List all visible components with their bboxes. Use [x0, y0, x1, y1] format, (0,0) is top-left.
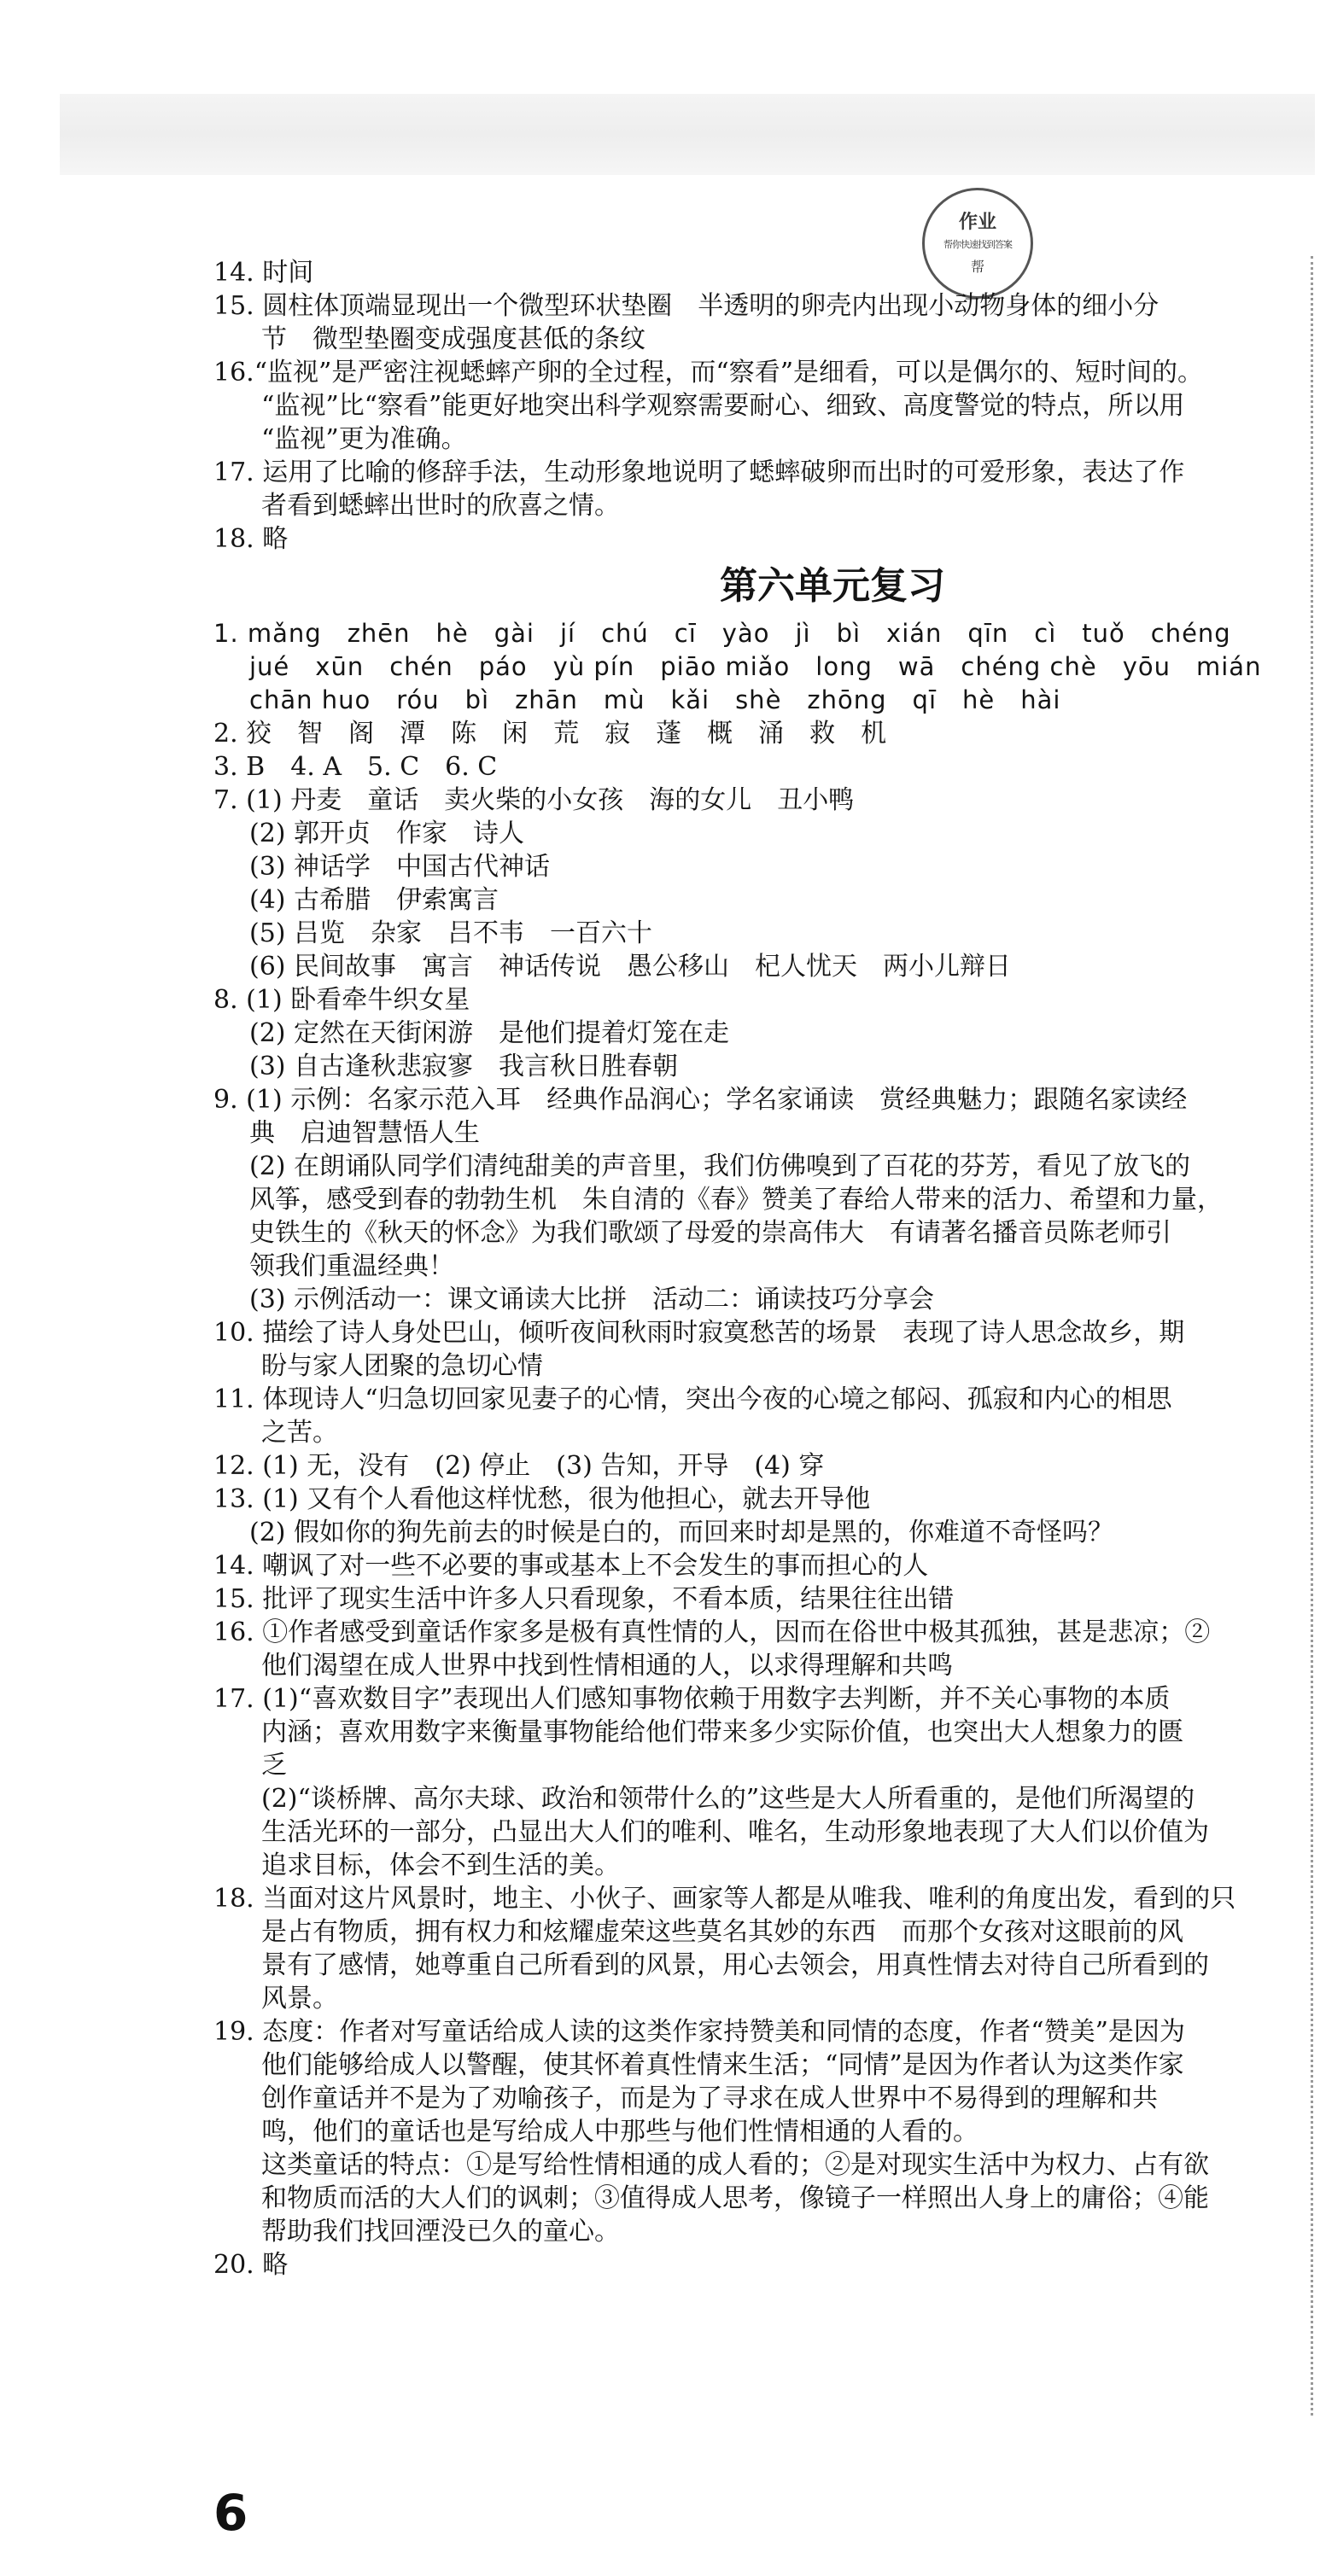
answer-line: 9. (1) 示例：名家示范入耳 经典作品润心；学名家诵读 赏经典魅力；跟随名家读经	[213, 1085, 1188, 1115]
answer-line: 盼与家人团聚的急切心情	[261, 1351, 543, 1381]
answer-line: 创作童话并不是为了劝喻孩子，而是为了寻求在成人世界中不易得到的理解和共	[261, 2084, 1158, 2113]
answer-line: 和物质而活的大人们的讽刺；③值得成人思考，像镜子一样照出人身上的庸俗；④能	[261, 2183, 1209, 2213]
stamp-line-2: 帮你快速找到答案	[943, 239, 1012, 250]
answer-line: 14. 时间	[213, 258, 314, 288]
cut-line	[1311, 256, 1313, 2416]
answer-line: 典 启迪智慧悟人生	[249, 1118, 480, 1148]
page-title: 第六单元复习	[720, 564, 945, 608]
answer-line: 7. (1) 丹麦 童话 卖火柴的小女孩 海的女儿 丑小鸭	[213, 785, 855, 815]
answer-line: (2)“谈桥牌、高尔夫球、政治和领带什么的”这些是大人所看重的，是他们所渴望的	[261, 1784, 1195, 1814]
answer-line: 生活光环的一部分，凸显出大人们的唯利、唯名，生动形象地表现了大人们以价值为	[261, 1817, 1209, 1847]
answer-line: (4) 古希腊 伊索寓言	[249, 885, 499, 915]
answer-line: (2) 在朗诵队同学们清纯甜美的声音里，我们仿佛嗅到了百花的芬芳，看见了放飞的	[249, 1151, 1191, 1181]
stamp-line-1: 作业	[958, 212, 996, 233]
answer-line: 帮助我们找回湮没已久的童心。	[261, 2217, 620, 2247]
answer-line: 14. 嘲讽了对一些不必要的事或基本上不会发生的事而担心的人	[213, 1551, 929, 1581]
answer-line: 18. 略	[213, 524, 289, 554]
stamp-line-3: 帮	[970, 259, 984, 275]
answer-line: (2) 假如你的狗先前去的时候是白的，而回来时却是黑的，你难道不奇怪吗？	[249, 1518, 1114, 1547]
answer-line: 12. (1) 无，没有 (2) 停止 (3) 告知，开导 (4) 穿	[213, 1451, 825, 1481]
answer-line: (2) 定然在天街闲游 是他们提着灯笼在走	[249, 1018, 730, 1048]
answer-line: 2. 狡 智 阁 潭 陈 闲 荒 寂 蓬 概 涌 救 机	[213, 719, 887, 749]
answer-line: 他们能够给成人以警醒，使其怀着真性情来生活；“同情”是因为作者认为这类作家	[261, 2050, 1184, 2080]
answer-line: “监视”比“察看”能更好地突出科学观察需要耐心、细致、高度警觉的特点，所以用	[261, 391, 1185, 421]
answer-line: 16.“监视”是严密注视蟋蟀产卵的全过程，而“察看”是细看，可以是偶尔的、短时间的。	[213, 358, 1204, 388]
answer-line: 17. (1)“喜欢数目字”表现出人们感知事物依赖于用数字去判断，并不关心事物的本质	[213, 1684, 1171, 1714]
answer-line: 18. 当面对这片风景时，地主、小伙子、画家等人都是从唯我、唯利的角度出发，看到的只	[213, 1884, 1236, 1914]
answer-line: (3) 自古逢秋悲寂寥 我言秋日胜春朝	[249, 1052, 679, 1081]
answer-line: 15. 圆柱体顶端显现出一个微型环状垫圈 半透明的卵壳内出现小动物身体的细小分	[213, 291, 1160, 321]
answer-line: 景有了感情，她尊重自己所看到的风景，用心去领会，用真性情去对待自己所看到的	[261, 1950, 1209, 1980]
answer-line: 者看到蟋蟀出世时的欣喜之情。	[261, 491, 620, 521]
answer-line: 16. ①作者感受到童话作家多是极有真性情的人，因而在俗世中极其孤独，甚是悲凉；②	[213, 1617, 1211, 1647]
answer-line: 10. 描绘了诗人身处巴山，倾听夜间秋雨时寂寞愁苦的场景 表现了诗人思念故乡，期	[213, 1318, 1185, 1348]
answer-line: 内涵；喜欢用数字来衡量事物能给他们带来多少实际价值，也突出大人想象力的匮	[261, 1717, 1183, 1747]
answer-content	[213, 256, 1289, 2282]
pinyin-line: jué xūn chén páo yù pín piāo miǎo long wā chéng chè yōu mián	[249, 652, 1262, 681]
page-number: 6	[213, 2484, 248, 2542]
answer-line: 15. 批评了现实生活中许多人只看现象，不看本质，结果往往出错	[213, 1584, 955, 1614]
answer-line: 追求目标，体会不到生活的美。	[261, 1850, 620, 1880]
answer-line: 19. 态度：作者对写童话给成人读的这类作家持赞美和同情的态度，作者“赞美”是因为	[213, 2017, 1185, 2047]
answer-line: 他们渴望在成人世界中找到性情相通的人，以求得理解和共鸣	[261, 1651, 953, 1681]
answer-line: 风筝，感受到春的勃勃生机 朱自清的《春》赞美了春给人带来的活力、希望和力量，	[249, 1185, 1223, 1215]
pinyin-line: 1. mǎng zhēn hè gài jí chú cī yào jì bì xián qīn cì tuǒ chéng	[213, 619, 1231, 648]
answer-line: “监视”更为准确。	[261, 424, 467, 454]
answer-line: 鸣，他们的童话也是写给成人中那些与他们性情相通的人看的。	[261, 2117, 978, 2147]
answer-line: 20. 略	[213, 2250, 289, 2280]
pinyin-answers	[213, 617, 1289, 717]
answer-line: 节 微型垫圈变成强度甚低的条纹	[261, 324, 645, 354]
answer-line: 乏	[261, 1751, 287, 1780]
answer-line: 13. (1) 又有个人看他这样忧愁，很为他担心，就去开导他	[213, 1484, 871, 1514]
answer-line: 风景。	[261, 1984, 338, 2014]
prev-unit-answers	[213, 256, 1289, 556]
answer-line: 之苦。	[261, 1418, 338, 1448]
answer-line: (6) 民间故事 寓言 神话传说 愚公移山 杞人忧天 两小儿辩日	[249, 952, 1012, 982]
answer-line: (3) 示例活动一：课文诵读大比拼 活动二：诵读技巧分享会	[249, 1285, 935, 1314]
answer-line: 史铁生的《秋天的怀念》为我们歌颂了母爱的崇高伟大 有请著名播音员陈老师引	[249, 1218, 1171, 1248]
answer-line: 3. B 4. A 5. C 6. C	[213, 752, 498, 782]
answer-line: 8. (1) 卧看牵牛织女星	[213, 985, 470, 1015]
answer-line: 11. 体现诗人“归急切回家见妻子的心情，突出今夜的心境之郁闷、孤寂和内心的相思	[213, 1384, 1172, 1414]
pinyin-line: chān huo róu bì zhān mù kǎi shè zhōng qī hè hài	[249, 685, 1061, 714]
answer-line: 是占有物质，拥有权力和炫耀虚荣这些莫名其妙的东西 而那个女孩对这眼前的风	[261, 1917, 1183, 1947]
answer-line: (2) 郭开贞 作家 诗人	[249, 819, 525, 848]
answer-line: 17. 运用了比喻的修辞手法，生动形象地说明了蟋蟀破卵而出时的可爱形象，表达了作	[213, 458, 1185, 487]
answer-line: 这类童话的特点：①是写给性情相通的成人看的；②是对现实生活中为权力、占有欲	[261, 2150, 1209, 2180]
unit-review-answers	[213, 717, 1289, 2282]
answer-line: (3) 神话学 中国古代神话	[249, 852, 551, 882]
answer-line: 领我们重温经典！	[249, 1251, 454, 1281]
answer-line: (5) 吕览 杂家 吕不韦 一百六十	[249, 918, 653, 948]
top-grey-band	[60, 94, 1315, 175]
